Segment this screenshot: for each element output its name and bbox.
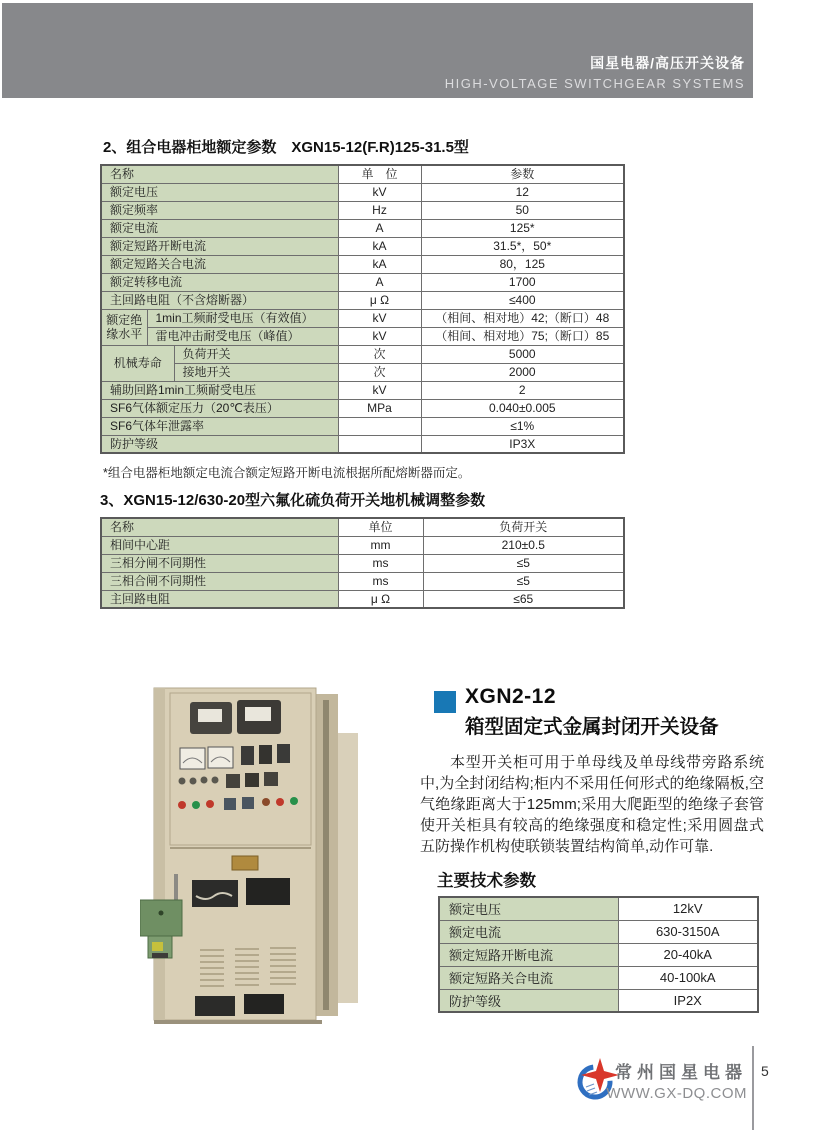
cell-name: 辅助回路1min工频耐受电压 xyxy=(101,381,338,399)
main-params-table xyxy=(438,896,759,1013)
cell-group-mechanical: 机械寿命 xyxy=(101,345,174,381)
header-title-english: HIGH-VOLTAGE SWITCHGEAR SYSTEMS xyxy=(444,76,745,91)
table-header-row xyxy=(101,518,624,536)
table-row xyxy=(101,183,624,201)
table-footnote: *组合电器柜地额定电流合额定短路开断电流根据所配熔断器而定。 xyxy=(103,466,471,480)
cell-name: SF6气体年泄露率 xyxy=(101,417,338,435)
table-row xyxy=(101,554,624,572)
cell-value: IP3X xyxy=(421,435,624,453)
cell-value: ≤5 xyxy=(423,554,624,572)
col-header-name: 名称 xyxy=(101,165,338,183)
cell-name: 主回路电阻 xyxy=(101,590,338,608)
section2-title: 2、组合电器柜地额定参数 XGN15-12(F.R)125-31.5型 xyxy=(103,139,469,156)
cell-unit: kV xyxy=(338,183,421,201)
cell-name: 额定电压 xyxy=(439,897,618,920)
cell-value: 2000 xyxy=(421,363,624,381)
cell-value: 2 xyxy=(421,381,624,399)
cell-unit: kV xyxy=(338,309,421,327)
table-row xyxy=(101,417,624,435)
cell-unit: 次 xyxy=(338,363,421,381)
table-row xyxy=(101,237,624,255)
cell-unit: 次 xyxy=(338,345,421,363)
col-header-name: 名称 xyxy=(101,518,338,536)
cell-name: 负荷开关 xyxy=(174,345,338,363)
blue-square-icon xyxy=(434,691,456,713)
cell-unit: Hz xyxy=(338,201,421,219)
col-header-value: 参数 xyxy=(421,165,624,183)
footer-divider xyxy=(752,1046,754,1130)
product-model-title: XGN2-12 xyxy=(465,685,557,708)
cell-name: 额定转移电流 xyxy=(101,273,338,291)
table-row-insulation-1 xyxy=(101,309,624,327)
cell-value: 0.040±0.005 xyxy=(421,399,624,417)
table-row xyxy=(439,943,758,966)
cell-group-insulation: 额定绝缘水平 xyxy=(101,309,147,345)
cell-value: 1700 xyxy=(421,273,624,291)
cell-name: 额定短路开断电流 xyxy=(439,943,618,966)
rated-parameters-table xyxy=(100,164,625,454)
table-row xyxy=(101,381,624,399)
table-header-row xyxy=(101,165,624,183)
table-row-insulation-2 xyxy=(101,327,624,345)
cell-name: 额定电流 xyxy=(101,219,338,237)
cell-value: 20-40kA xyxy=(618,943,758,966)
cell-unit xyxy=(338,435,421,453)
cell-unit: kA xyxy=(338,237,421,255)
cell-name: 相间中心距 xyxy=(101,536,338,554)
table-row xyxy=(439,920,758,943)
cell-name: 额定频率 xyxy=(101,201,338,219)
cell-unit: A xyxy=(338,219,421,237)
table-row xyxy=(101,291,624,309)
footer-company-name: 常州国星电器 xyxy=(615,1063,747,1082)
cell-unit: mm xyxy=(338,536,423,554)
page-number: 5 xyxy=(761,1063,769,1079)
footer-company-block xyxy=(606,1058,747,1102)
cell-name: 额定短路开断电流 xyxy=(101,237,338,255)
footer-website: WWW.GX-DQ.COM xyxy=(606,1085,747,1102)
table-row-mechanical-1 xyxy=(101,345,624,363)
cell-name: 防护等级 xyxy=(101,435,338,453)
product-description: 本型开关柜可用于单母线及单母线带旁路系统中,为全封闭结构;柜内不采用任何形式的绝缘隔板,空气绝缘距离大于125mm;采用大爬距型的绝缘子套管使开关柜具有较高的绝缘强度和稳定性;采用圆盘式五防操作机构使联锁装置结构简单,动作可靠. xyxy=(420,754,764,855)
cell-unit: A xyxy=(338,273,421,291)
table-row xyxy=(439,897,758,920)
cell-value: ≤5 xyxy=(423,572,624,590)
cell-unit: MPa xyxy=(338,399,421,417)
product-name-title: 箱型固定式金属封闭开关设备 xyxy=(465,716,719,738)
col-header-unit: 单 位 xyxy=(338,165,421,183)
col-header-value: 负荷开关 xyxy=(423,518,624,536)
table-row-mechanical-2 xyxy=(101,363,624,381)
cell-value: 50 xyxy=(421,201,624,219)
cell-value: ≤1% xyxy=(421,417,624,435)
cell-name: 额定短路关合电流 xyxy=(439,966,618,989)
cell-name: 额定短路关合电流 xyxy=(101,255,338,273)
cell-unit: μ Ω xyxy=(338,291,421,309)
cell-value: （相间、相对地）42;（断口）48 xyxy=(421,309,624,327)
cell-name: 主回路电阻（不含熔断器） xyxy=(101,291,338,309)
cell-value: 125* xyxy=(421,219,624,237)
table-row xyxy=(101,273,624,291)
cell-unit: kA xyxy=(338,255,421,273)
table-row xyxy=(101,219,624,237)
cell-value: （相间、相对地）75;（断口）85 xyxy=(421,327,624,345)
col-header-unit: 单位 xyxy=(338,518,423,536)
section3-title: 3、XGN15-12/630-20型六氟化硫负荷开关地机械调整参数 xyxy=(100,492,486,509)
cell-name: 1min工频耐受电压（有效值） xyxy=(147,309,338,327)
table-row xyxy=(101,201,624,219)
cell-name: SF6气体额定压力（20℃表压） xyxy=(101,399,338,417)
table-row xyxy=(101,435,624,453)
cell-value: 630-3150A xyxy=(618,920,758,943)
cell-value: ≤65 xyxy=(423,590,624,608)
cell-value: ≤400 xyxy=(421,291,624,309)
header-title-chinese: 国星电器/高压开关设备 xyxy=(590,55,745,71)
cell-value: 12kV xyxy=(618,897,758,920)
cell-unit: kV xyxy=(338,381,421,399)
switchgear-cabinet-photo xyxy=(140,678,370,1036)
cell-value: 5000 xyxy=(421,345,624,363)
cell-value: 31.5*，50* xyxy=(421,237,624,255)
cell-value: IP2X xyxy=(618,989,758,1012)
cell-unit: ms xyxy=(338,572,423,590)
cell-name: 接地开关 xyxy=(174,363,338,381)
table-row xyxy=(101,536,624,554)
table-row xyxy=(101,255,624,273)
cell-unit: kV xyxy=(338,327,421,345)
cell-name: 额定电流 xyxy=(439,920,618,943)
table-row xyxy=(101,590,624,608)
page-header-banner xyxy=(2,3,753,98)
cell-value: 80，125 xyxy=(421,255,624,273)
cell-name: 三相合闸不同期性 xyxy=(101,572,338,590)
mechanical-adjust-table xyxy=(100,517,625,609)
table-row xyxy=(101,572,624,590)
cell-unit: ms xyxy=(338,554,423,572)
cell-value: 12 xyxy=(421,183,624,201)
table-row xyxy=(439,966,758,989)
cell-name: 额定电压 xyxy=(101,183,338,201)
cell-name: 防护等级 xyxy=(439,989,618,1012)
cell-name: 三相分闸不同期性 xyxy=(101,554,338,572)
cell-value: 40-100kA xyxy=(618,966,758,989)
cell-value: 210±0.5 xyxy=(423,536,624,554)
cell-unit xyxy=(338,417,421,435)
cell-name: 雷电冲击耐受电压（峰值） xyxy=(147,327,338,345)
table-row xyxy=(101,399,624,417)
cell-unit: μ Ω xyxy=(338,590,423,608)
table-row xyxy=(439,989,758,1012)
main-params-title: 主要技术参数 xyxy=(437,872,536,890)
